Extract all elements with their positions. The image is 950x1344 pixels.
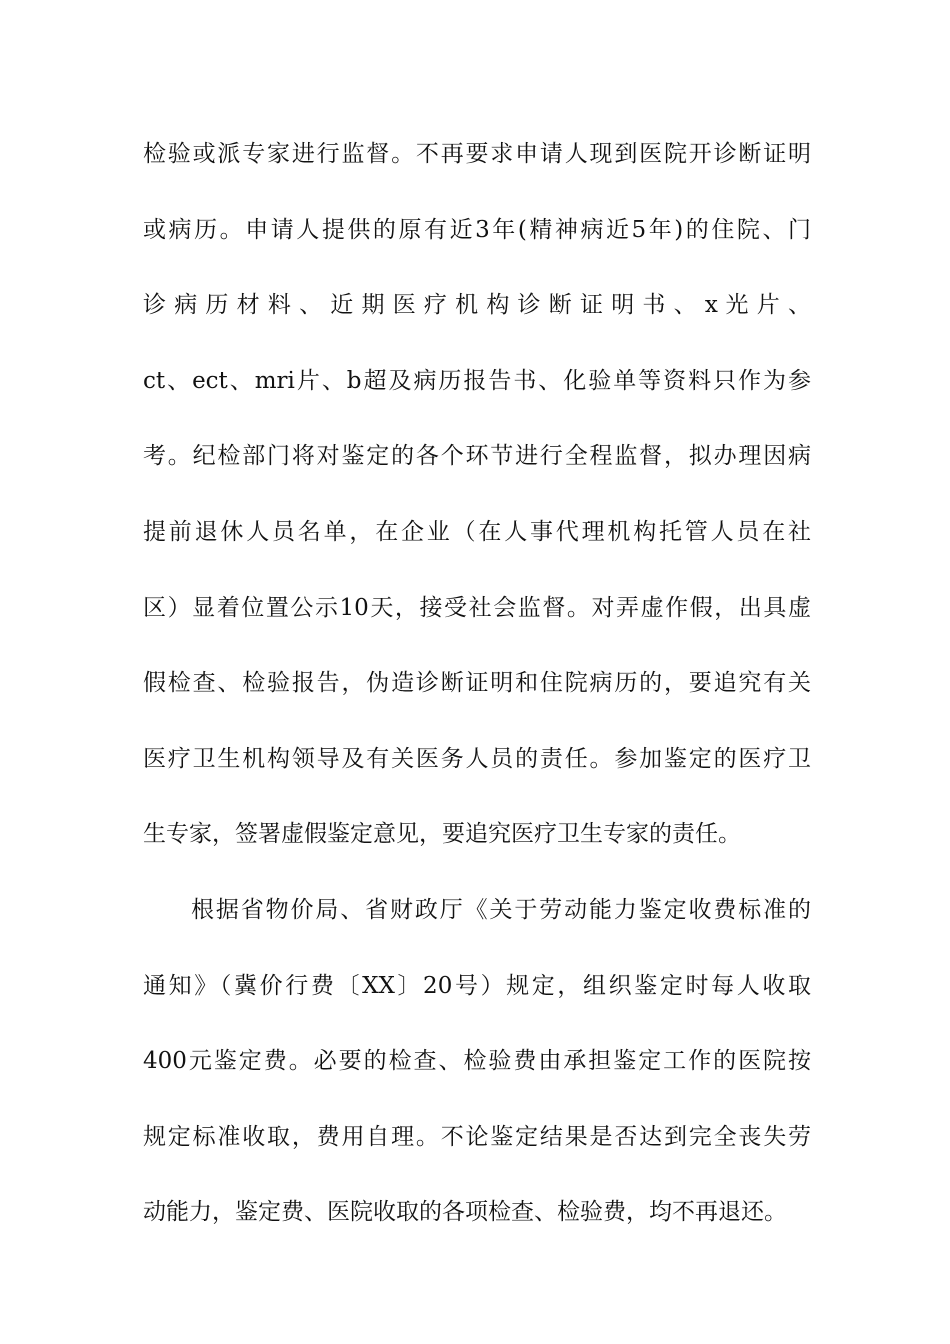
text-line: 动能力，鉴定费、医院收取的各项检查、检验费，均不再退还。 [143,1199,787,1226]
text-line: 检验或派专家进行监督。不再要求申请人现到医院开诊断证明 [143,141,811,167]
text-line: 或病历。申请人提供的原有近3年(精神病近5年)的住院、门 [143,216,811,243]
body-text [143,128,811,1262]
text-line: 提前退休人员名单，在企业（在人事代理机构托管人员在社 [143,518,811,545]
text-line: ct、ect、mri片、b超及病历报告书、化验单等资料只作为参 [143,367,811,394]
text-line: 诊 病 历 材 料 、 近 期 医 疗 机 构 诊 断 证 明 书 、 x 光 片 、 [143,292,811,319]
text-line: 生专家，签署虚假鉴定意见，要追究医疗卫生专家的责任。 [143,821,741,848]
text-line: 400元鉴定费。必要的检查、检验费由承担鉴定工作的医院按 [143,1048,811,1075]
text-line: 区）显着位置公示10天，接受社会监督。对弄虚作假，出具虚 [143,594,811,621]
text-line: 通知》（冀价行费〔XX〕20号）规定，组织鉴定时每人收取 [143,972,811,999]
text-line: 规定标准收取，费用自理。不论鉴定结果是否达到完全丧失劳 [143,1123,811,1150]
text-line: 考。纪检部门将对鉴定的各个环节进行全程监督，拟办理因病 [143,443,811,470]
paragraph-first-line: 根据省物价局、省财政厅《关于劳动能力鉴定收费标准的 [191,896,811,923]
text-line: 医疗卫生机构领导及有关医务人员的责任。参加鉴定的医疗卫 [143,745,811,772]
text-line: 假检查、检验报告，伪造诊断证明和住院病历的，要追究有关 [143,670,811,697]
